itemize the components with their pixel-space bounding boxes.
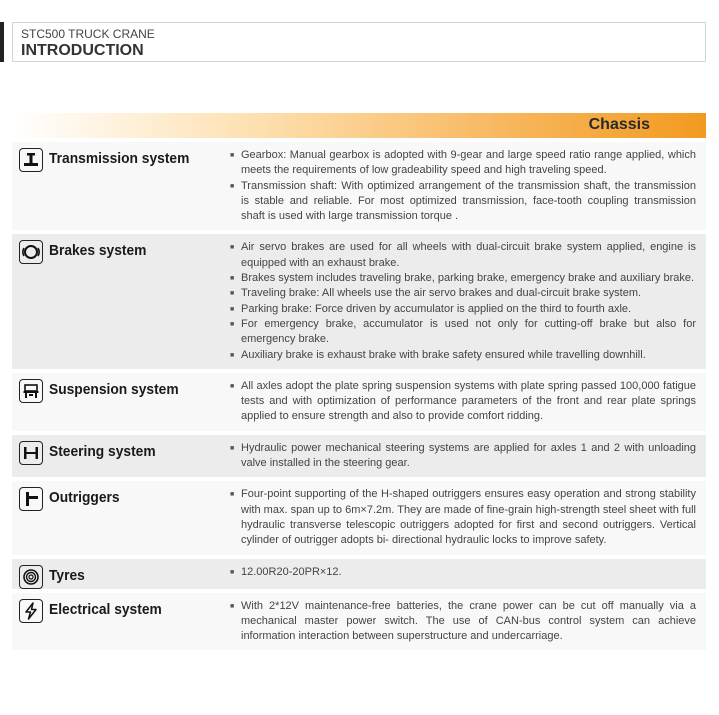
bullet-icon: ■	[230, 290, 235, 298]
spec-item-text: Four-point supporting of the H-shaped outriggers ensures easy operation and strong stability with max. span up to 6m×7.2m. They are made of fine-grain high-strength steel sheet with full hydraulic transverse telescopic outriggers adopted for first and second outriggers. Vertical cylinder of outrigger adopts bi- directional hydraulic locks to improve safety.	[241, 488, 696, 547]
spec-item	[230, 487, 696, 548]
bullet-icon: ■	[230, 275, 235, 283]
bullet-icon: ■	[230, 305, 235, 313]
outrigger-icon	[19, 487, 43, 511]
spec-item	[230, 599, 696, 645]
steering-icon	[19, 441, 43, 465]
spec-row-head	[12, 593, 230, 651]
spec-item	[230, 379, 696, 425]
spec-row-body	[230, 142, 706, 230]
spec-item-text: Auxiliary brake is exhaust brake with brake safety ensured while travelling downhill.	[241, 348, 646, 361]
spec-row-head	[12, 435, 230, 478]
spec-row-title: Transmission system	[49, 150, 190, 167]
spec-row	[12, 230, 706, 368]
bullet-icon: ■	[230, 182, 235, 190]
spec-item	[230, 317, 696, 348]
spec-row-body	[230, 435, 706, 478]
spec-item	[230, 148, 696, 179]
spec-item	[230, 565, 696, 580]
spec-row-title: Tyres	[49, 566, 85, 584]
spec-item-text: Air servo brakes are used for all wheels with dual-circuit brake system applied, engine is equipped with an exhaust brake.	[241, 241, 696, 269]
bullet-icon: ■	[230, 244, 235, 252]
spec-row-head	[12, 481, 230, 554]
header-accent-bar	[0, 22, 4, 62]
spec-row-title: Outriggers	[49, 489, 120, 507]
spec-row	[12, 369, 706, 431]
electrical-icon	[19, 599, 43, 623]
spec-item	[230, 179, 696, 225]
page-title: INTRODUCTION	[21, 42, 144, 59]
spec-row-body	[230, 373, 706, 431]
spec-item	[230, 286, 696, 301]
spec-row-head	[12, 373, 230, 431]
page-header	[12, 22, 706, 62]
bullet-icon: ■	[230, 568, 235, 576]
spec-item-text: 12.00R20-20PR×12.	[241, 565, 342, 578]
spec-row-head	[12, 142, 230, 230]
spec-item-text: Traveling brake: All wheels use the air servo brakes and dual-circuit brake system.	[241, 287, 642, 300]
spec-row-title: Suspension system	[49, 380, 179, 398]
spec-item	[230, 302, 696, 317]
header-subtitle: STC500 TRUCK CRANE	[21, 27, 155, 41]
spec-row-head	[12, 559, 230, 589]
bullet-icon: ■	[230, 320, 235, 328]
spec-row-body	[230, 234, 706, 368]
spec-row-body	[230, 559, 706, 589]
tyre-icon	[19, 565, 43, 589]
spec-row-title: Brakes system	[49, 242, 147, 260]
spec-item-text: Hydraulic power mechanical steering systems are applied for axles 1 and 2 with unloading valve installed in the steering gear.	[241, 441, 696, 470]
spec-row	[12, 477, 706, 554]
spec-row	[12, 555, 706, 589]
spec-item-text: With 2*12V maintenance-free batteries, the crane power can be cut off manually via a mechanical master power switch. The use of CAN-bus control system can achieve information interaction between superstructure and undercarriage.	[241, 599, 696, 643]
spec-item-text: Parking brake: Force driven by accumulator is applied on the third to fourth axle.	[241, 302, 632, 315]
section-band	[12, 113, 706, 138]
transmission-icon	[19, 148, 43, 172]
spec-row-title: Electrical system	[49, 600, 162, 618]
spec-row-title: Steering system	[49, 442, 156, 460]
spec-item-text: Gearbox: Manual gearbox is adopted with 9-gear and large speed ratio range applied, which meets the requirements of low gradeability speed and high traveling speed.	[241, 149, 696, 177]
spec-item-text: All axles adopt the plate spring suspension systems with plate spring passed 100,000 fatigue tests and with optimization of performance parameters of the front and rear plate springs applied to ensure strength and also to provide comfort ridding.	[241, 379, 696, 423]
spec-item	[230, 441, 696, 472]
brake-icon	[19, 240, 43, 264]
spec-table	[12, 138, 706, 650]
section-title: Chassis	[588, 116, 650, 133]
spec-item-text: Brakes system includes traveling brake, parking brake, emergency brake and auxiliary brake.	[241, 272, 695, 285]
spec-row	[12, 431, 706, 478]
spec-item-text: Transmission shaft: With optimized arrangement of the transmission shaft, the transmission is stable and reliable. For most optimized transmission, face-tooth coupling transmission shaft is used with large transmission torque .	[241, 179, 696, 223]
suspension-icon	[19, 379, 43, 403]
bullet-icon: ■	[230, 351, 235, 359]
spec-item	[230, 348, 696, 363]
bullet-icon: ■	[230, 491, 235, 499]
bullet-icon: ■	[230, 444, 235, 452]
bullet-icon: ■	[230, 152, 235, 159]
spec-row-head	[12, 234, 230, 368]
spec-row-body	[230, 481, 706, 554]
spec-row-body	[230, 593, 706, 651]
spec-item	[230, 271, 696, 286]
spec-item	[230, 240, 696, 271]
spec-row	[12, 589, 706, 651]
bullet-icon: ■	[230, 382, 235, 390]
spec-row	[12, 138, 706, 230]
spec-item-text: For emergency brake, accumulator is used not only for cutting-off brake but also for emergency brake.	[241, 317, 696, 346]
bullet-icon: ■	[230, 602, 235, 610]
